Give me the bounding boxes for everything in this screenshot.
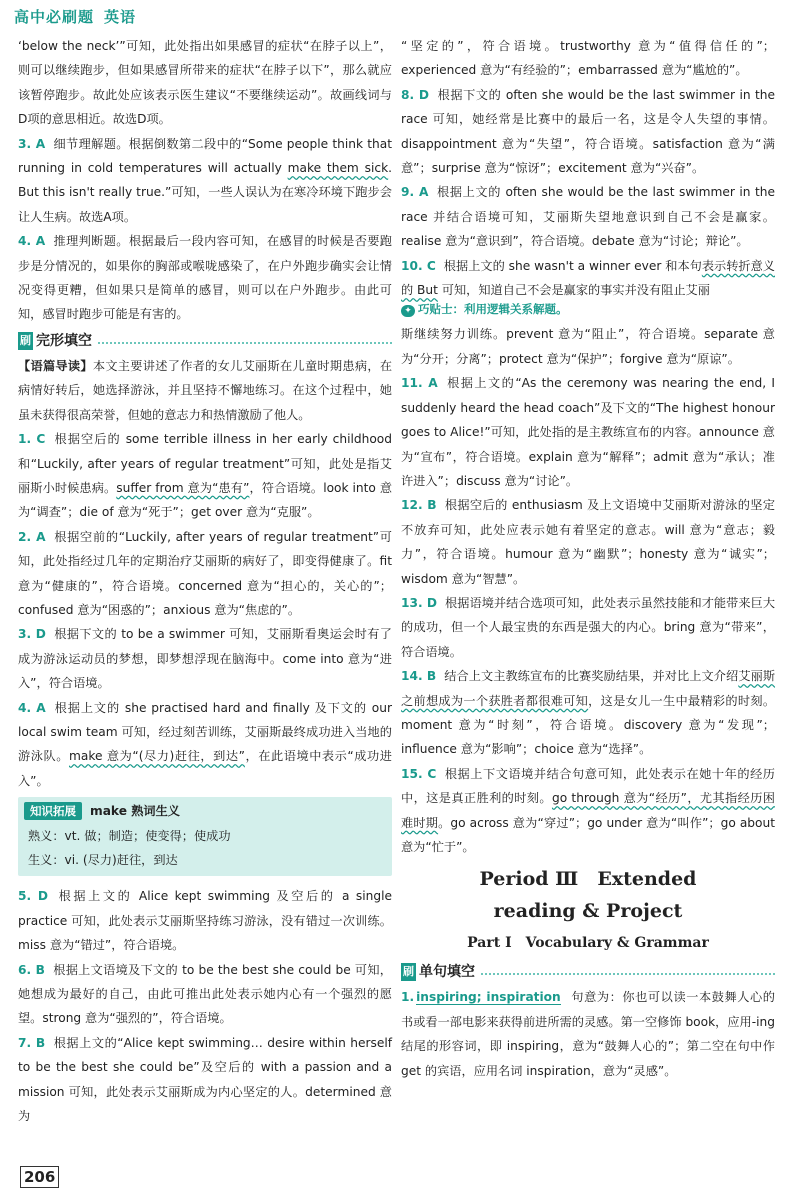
fill-answer: inspiring; inspiration [416,990,561,1005]
answer-item: 4. A 根据上文的 she practised hard and finally 及下文的 our local swim team 可知，经过刻苦训练，艾丽斯最终成功进入当地的游泳队。make 意为“(尽力)赶往，到达”，在此语境中表示“成功进入”。 [18,700,392,788]
answer-item: 8. D 根据下文的 often she would be the last swimmer in the race 可知，她经常是比赛中的最后一名，这是令人失望的事情。disappointment 意为“失望”，符合语境。satisfaction 意为“满意”；surprise 意为“惊讶”；excitement 意为“兴奋”。 [401,87,775,176]
section-tag: 刷 [401,963,416,981]
underlined-phrase: 表示转折意义的 But [401,258,775,298]
answer-item: 12. B 根据空后的 enthusiasm 及上文语境中艾丽斯对游泳的坚定不放弃可知，此处应表示她有着坚定的意志。will 意为“意志；毅力”，符合语境。humour 意为“幽默”；honesty 意为“诚实”；wisdom 意为“智慧”。 [401,498,776,586]
passage-guide: 【语篇导读】本文主要讲述了作者的女儿艾丽斯在儿童时期患病，在病情好转后，她选择游泳，并且坚持不懈地练习。在这个过程中，她虽未获得很高荣誉，但她的意志力和热情激励了他人。 [18,358,393,422]
right-column [401,34,775,1083]
part-title: Part Ⅰ Vocabulary & Grammar [467,935,709,952]
answer-item: 10. C 根据上文的 she wasn't a winner ever 和本句表示转折意义的 But 可知，知道自己不会是赢家的事实并没有阻止艾丽 [401,258,775,298]
underlined-phrase: make them sick [287,161,389,176]
page-number: 206 [20,1166,59,1188]
underlined-phrase: make 意为“(尽力)赶往，到达” [69,749,245,764]
answer-item: 9. A 根据上文的 often she would be the last swimmer in the race 并结合语境可知，艾丽斯失望地意识到自己不会是赢家。realise 意为“意识到”，符合语境。debate 意为“讨论；辩论”。 [401,185,775,249]
section-title: 完形填空 [36,332,92,349]
continued-answer: ‘below the neck’”可知，此处指出如果感冒的症状“在脖子以上”，则可以继续跑步，但如果感冒所带来的症状“在脖子以下”，那么就应该暂停跑步。故此处应该表示医生建议“不要继续运动”。故画线词与D项的意思相近。故选D项。 [18,39,392,127]
answer-item-continued: 斯继续努力训练。prevent 意为“阻止”，符合语境。separate 意为“分开；分离”；protect 意为“保护”；forgive 意为“原谅”。 [401,327,775,366]
familiar-meaning: 熟义：vt. 做；制造；使变得；使成功 [28,828,231,843]
underlined-phrase: 艾丽斯之前想成为一个获胜者都很难可知 [401,669,776,708]
knowledge-title: make 熟词生义 [90,804,180,819]
lightbulb-icon: ✦ [401,305,415,317]
period-title-line2: reading & Project [493,900,683,923]
book-title: 高中必刷题 [14,8,95,26]
answer-item: 6. B 根据上文语境及下文的 to be the best she could be 可知，她想成为最好的自己，由此可推出此处表示她内心有一个强烈的愿望。strong 意为“强烈的”，符合语境。 [18,962,392,1026]
tip-note: ✦ 巧贴士：利用逻辑关系解题。 [401,300,775,318]
subject-label: 英语 [104,8,137,26]
answer-item: 14. B 结合上文主教练宣布的比赛奖励结果，并对比上文介绍艾丽斯之前想成为一个获胜者都很难可知，这是女儿一生中最精彩的时刻。moment 意为“时刻”，符合语境。discovery 意为“发现”；influence 意为“影响”；choice 意为“选择”。 [401,669,776,757]
answer-item: 5. D 根据上文的 Alice kept swimming 及空后的 a single practice 可知，此处表示艾丽斯坚持练习游泳，没有错过一次训练。miss 意为“错过”，符合语境。 [18,889,392,953]
answer-item: 2. A 根据空前的“Luckily, after years of regular treatment”可知，此处指经过几年的定期治疗艾丽斯的病好了，即变得健康了。fit 意为“健康的”，符合语境。concerned 意为“担心的，关心的”；confused 意为“困惑的”；anxious 意为“焦虑的”。 [18,529,392,617]
knowledge-extension-box [18,797,392,876]
answer-item: 13. D 根据语境并结合选项可知，此处表示虽然技能和才能带来巨大的成功，但一个人最宝贵的东西是强大的内心。bring 意为“带来”，符合语境。 [401,595,776,659]
knowledge-label: 知识拓展 [24,802,82,820]
answer-item: 1. inspiring; inspiration 句意为：你也可以读一本鼓舞人心的书或看一部电影来获得前进所需的灵感。第一空修饰 book，应用-ing 结尾的形容词，即 inspiring，意为“鼓舞人心的”；第二空在句中作 get 的宾语，应用名词 inspiration，意为“灵感”。 [401,990,775,1078]
page-header [14,6,136,27]
answer-item: 7. B 根据上文的“Alice kept swimming… desire within herself to be the best she could be”及空后的 with a passion and a mission 可知，此处表示艾丽斯成为内心坚定的人。determined 意为 [18,1035,393,1124]
dotted-rule [481,973,775,975]
left-column [18,34,392,1128]
answer-item: 3. A 细节理解题。根据倒数第二段中的“Some people think that running in cold temperatures will actually make them sick. But this isn't really true.”可知，一些人误认为在寒冷环境下跑步会让人生病。故选A项。 [18,136,393,224]
section-header-cloze [18,330,392,352]
answer-item: 3. D 根据下文的 to be a swimmer 可知，艾丽斯看奥运会时有了成为游泳运动员的梦想，即梦想浮现在脑海中。come into 意为“进入”，符合语境。 [18,627,392,691]
underlined-phrase: go through 意为“经历”，尤其指经历困难时期 [401,791,775,830]
answer-item: 15. C 根据上下文语境并结合句意可知，此处表示在她十年的经历中，这是真正胜利的时刻。go through 意为“经历”，尤其指经历困难时期。go across 意为“穿过”；go under 意为“叫作”；go about 意为“忙于”。 [401,766,775,854]
answer-item: 4. A 推理判断题。根据最后一段内容可知，在感冒的时候是否要跑步是分情况的，如果你的胸部或喉咙感染了，在户外跑步确实会让情况变得更糟，但如果只是简单的感冒，则可以在户外跑步。由此可知，感冒时跑步可能是有害的。 [18,234,392,322]
answer-item: 11. A 根据上文的“As the ceremony was nearing the end, I suddenly heard the head coach”及下文的“The highest honour goes to Alice!”可知，此处指的是主教练宣布的内容。announce 意为“宣布”，符合语境。explain 意为“解释”；admit 意为“承认；准许进入”；discuss 意为“讨论”。 [401,376,776,488]
period-title-line1: Period Ⅲ Extended [479,868,697,891]
new-meaning: 生义：vi. (尽力)赶往，到达 [28,853,178,867]
section-title: 单句填空 [419,964,475,981]
section-tag: 刷 [18,332,33,350]
dotted-rule [98,342,392,344]
continued-answer: “坚定的”，符合语境。trustworthy 意为“值得信任的”；experienced 意为“有经验的”；embarrassed 意为“尴尬的”。 [401,39,775,78]
section-header-sentence-fill [401,961,775,983]
underlined-phrase: suffer from 意为“患有” [116,480,250,495]
answer-item: 1. C 根据空后的 some terrible illness in her early childhood 和“Luckily, after years of regular treatment”可知，此处是指艾丽斯小时候患病。suffer from 意为“患有”，符合语境。look into 意为“调查”；die of 意为“死于”；get over 意为“克服”。 [18,432,393,520]
